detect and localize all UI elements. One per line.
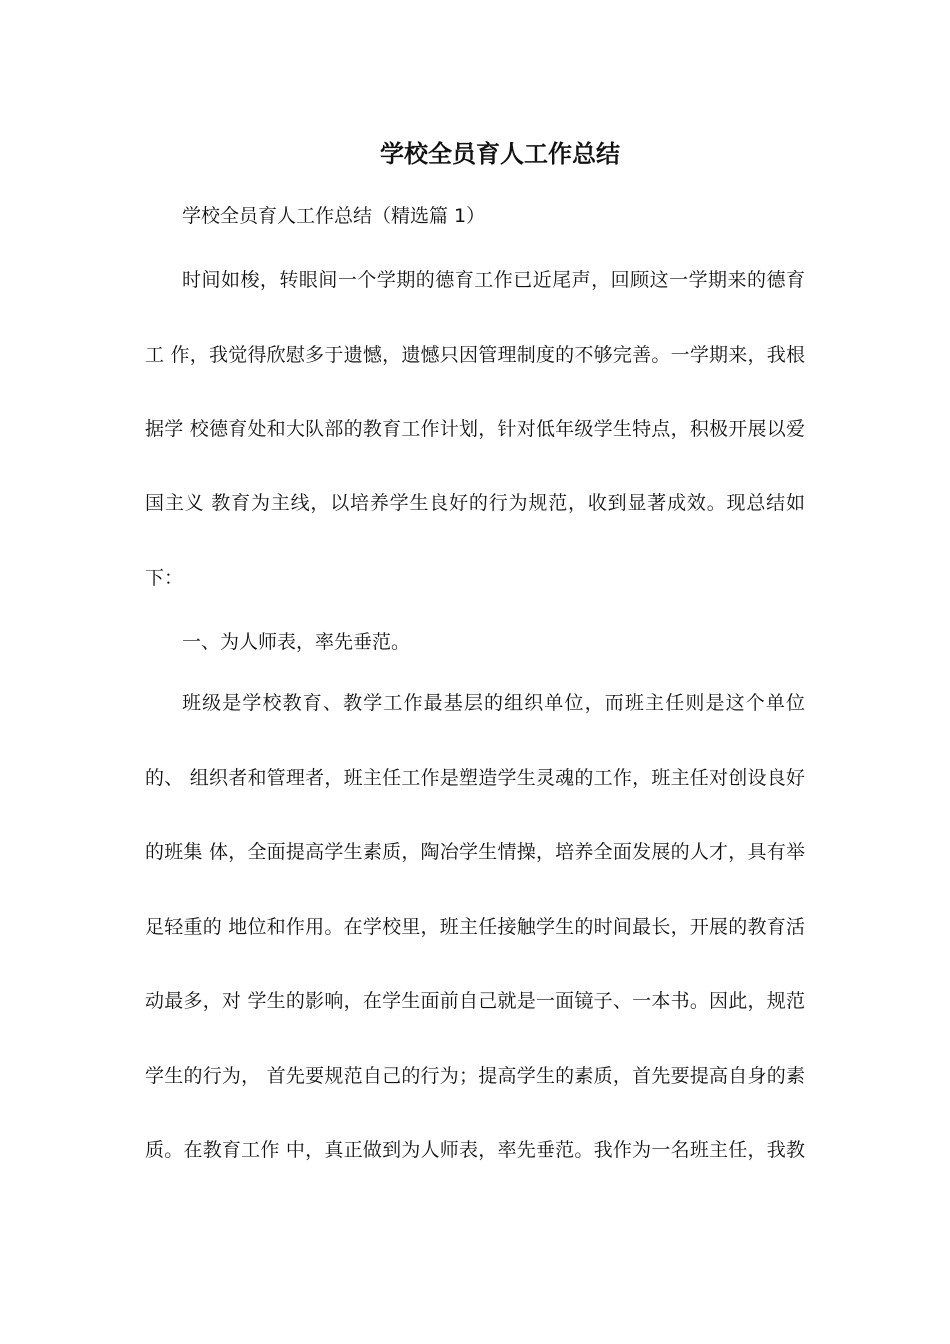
paragraph-line: 足轻重的 地位和作用。在学校里，班主任接触学生的时间最长，开展的教育活 bbox=[145, 916, 805, 938]
paragraph-line: 国主义 教育为主线，以培养学生良好的行为规范，收到显著成效。现总结如 bbox=[145, 492, 805, 514]
paragraph-line: 据学 校德育处和大队部的教育工作计划，针对低年级学生特点，积极开展以爱 bbox=[145, 418, 805, 440]
paragraph-line: 下： bbox=[145, 567, 184, 589]
section-heading: 一、为人师表，率先垂范。 bbox=[182, 631, 411, 653]
document-title: 学校全员育人工作总结 bbox=[380, 140, 620, 168]
paragraph-line: 的、 组织者和管理者，班主任工作是塑造学生灵魂的工作，班主任对创设良好 bbox=[145, 767, 805, 789]
paragraph-line: 班级是学校教育、教学工作最基层的组织单位，而班主任则是这个单位 bbox=[182, 692, 805, 714]
subtitle: 学校全员育人工作总结（精选篇 1） bbox=[182, 205, 486, 227]
paragraph-line: 工 作，我觉得欣慰多于遗憾，遗憾只因管理制度的不够完善。一学期来，我根 bbox=[145, 344, 805, 366]
paragraph-line: 的班集 体，全面提高学生素质，陶冶学生情操，培养全面发展的人才，具有举 bbox=[145, 841, 805, 863]
paragraph-line: 学生的行为， 首先要规范自己的行为；提高学生的素质，首先要提高自身的素 bbox=[145, 1065, 805, 1087]
paragraph-line: 时间如梭，转眼间一个学期的德育工作已近尾声，回顾这一学期来的德育 bbox=[182, 269, 805, 291]
paragraph-line: 动最多，对 学生的影响，在学生面前自己就是一面镜子、一本书。因此，规范 bbox=[145, 990, 805, 1012]
paragraph-line: 质。在教育工作 中，真正做到为人师表，率先垂范。我作为一名班主任，我教 bbox=[145, 1139, 805, 1161]
